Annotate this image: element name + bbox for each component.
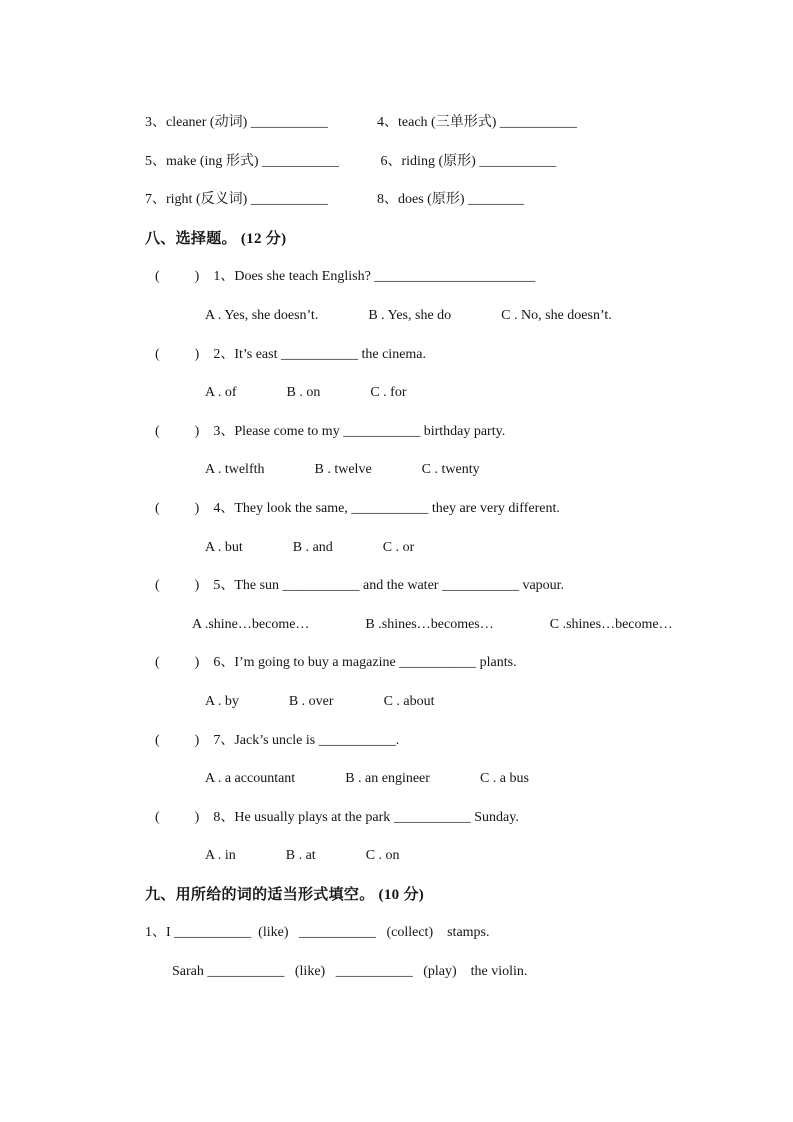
answer-blank: ___________ [262,153,340,169]
options-row-4 [205,529,753,568]
word-row [145,143,753,182]
answer-bracket: ( ) [155,423,200,439]
fill-line-2: Sarah ___________ (like) ___________ (play) the violin. [172,964,528,980]
question-text: 7、Jack’s uncle is ___________. [213,732,400,748]
question-row-3 [155,413,753,452]
question-text: 2、It’s east ___________ the cinema. [213,346,427,362]
question-row-7 [155,722,753,761]
word-item [377,143,753,182]
option-c: C . No, she doesn’t. [501,307,612,323]
question-text: 5、The sun ___________ and the water ___________ vapour. [213,578,565,594]
options-row-8 [205,837,753,876]
word-item-label: 4、teach (三单形式) [377,115,500,130]
word-item [377,181,753,220]
question-row-4 [155,490,753,529]
fill-line-1: 1、I ___________ (like) ___________ (collect) stamps. [145,925,490,941]
fill-section [145,876,753,992]
question-text: 1、Does she teach English? _______________________ [213,269,536,285]
choice-section [145,220,753,876]
word-row [145,104,753,143]
options-row-6 [205,683,753,722]
answer-bracket: ( ) [155,809,200,825]
option-b: B . at [285,848,316,864]
option-c: C .shines…become… [549,616,673,632]
question-row-8 [155,799,753,838]
option-c: C . for [370,385,407,401]
question-text: 6、I’m going to buy a magazine ___________ plants. [213,655,517,671]
question-row-5 [155,567,753,606]
word-item [145,181,377,220]
answer-bracket: ( ) [155,269,200,285]
answer-blank: ________ [468,192,524,208]
answer-blank: ___________ [499,115,577,130]
option-a: A . a accountant [205,771,296,787]
answer-bracket: ( ) [155,578,200,594]
option-a: A . Yes, she doesn’t. [205,307,319,323]
question-row-1 [155,258,753,297]
question-text: 4、They look the same, ___________ they are very different. [213,500,560,516]
option-b: B . Yes, she do [368,307,452,323]
question-text: 8、He usually plays at the park ___________ Sunday. [213,809,519,825]
option-b: B . and [292,539,333,555]
choice-section-heading: 八、选择题。 (12 分) [145,230,287,247]
options-row-2 [205,374,753,413]
word-item [145,104,377,143]
word-item-label: 7、right (反义词) [145,192,251,208]
options-row-3 [205,451,753,490]
option-a: A . by [205,693,239,709]
option-a: A . in [205,848,236,864]
option-c: C . about [383,693,435,709]
options-row-5 [192,606,753,645]
word-item-label: 5、make (ing 形式) [145,153,263,169]
answer-bracket: ( ) [155,500,200,516]
option-b: B .shines…becomes… [365,616,494,632]
word-item-label: 6、riding (原形) [377,153,480,169]
option-a: A . of [205,385,237,401]
question-text: 3、Please come to my ___________ birthday party. [213,423,506,439]
word-row [145,181,753,220]
option-c: C . a bus [479,771,529,787]
options-row-7 [205,760,753,799]
fill-section-heading: 九、用所给的词的适当形式填空。 (10 分) [145,886,425,903]
answer-blank: ___________ [479,153,557,169]
question-row-2 [155,336,753,375]
word-item [377,104,753,143]
answer-bracket: ( ) [155,732,200,748]
answer-blank: ___________ [250,115,328,130]
word-section [145,104,753,220]
word-item-label: 8、does (原形) [377,192,468,208]
answer-bracket: ( ) [155,346,200,362]
option-b: B . over [288,693,334,709]
word-item-label: 3、cleaner (动词) [145,115,251,130]
option-a: A . but [205,539,243,555]
option-c: C . twenty [421,462,480,478]
option-b: B . on [286,385,321,401]
word-item [145,143,377,182]
question-row-6 [155,644,753,683]
option-b: B . twelve [314,462,372,478]
option-a: A .shine…become… [192,616,310,632]
option-c: C . on [365,848,400,864]
answer-bracket: ( ) [155,655,200,671]
options-row-1 [205,297,753,336]
option-a: A . twelfth [205,462,265,478]
answer-blank: ___________ [250,192,328,208]
option-b: B . an engineer [345,771,430,787]
option-c: C . or [382,539,415,555]
